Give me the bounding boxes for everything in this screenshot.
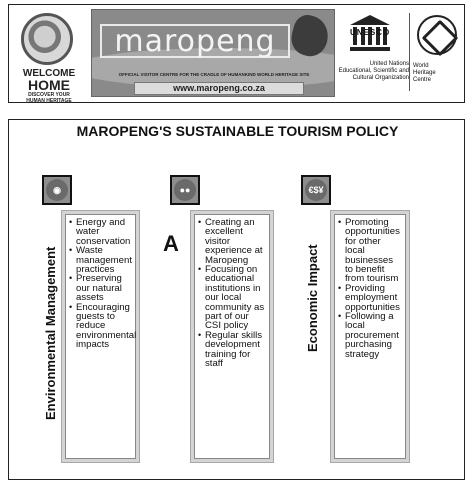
world-heritage-logo (413, 9, 463, 97)
unesco-line-1: United Nations (369, 61, 409, 67)
unesco-temple-icon (350, 15, 390, 55)
header-banner (8, 4, 465, 103)
list-item: • Preserving our natural assets (68, 274, 133, 302)
economic-impact-label: Economic Impact (305, 244, 320, 352)
environmental-card (65, 214, 136, 459)
whc-name (413, 63, 463, 84)
unesco-name (335, 61, 409, 82)
world-heritage-emblem-icon (417, 15, 457, 55)
maropeng-logo-panel (91, 9, 335, 97)
circle-emblem-icon (21, 13, 73, 65)
home-word: HOME (28, 77, 70, 93)
list-item: • Focusing on educational institutions in our local community as part of our CSI policy (197, 265, 267, 331)
economic-card (334, 214, 406, 459)
people-icon: ●● (170, 175, 200, 205)
divider (409, 13, 410, 91)
globe-icon: ◉ (42, 175, 72, 205)
list-item: • Energy and water conservation (68, 218, 133, 246)
discover-line: DISCOVER YOUR (28, 92, 70, 98)
list-item: • Waste management practices (68, 246, 133, 274)
whc-line-1: World (413, 63, 429, 69)
welcome-home-logo (13, 9, 85, 104)
welcome-word: WELCOME (22, 68, 76, 79)
currency-icon (301, 175, 331, 205)
currency-symbols: €$¥ (305, 179, 327, 201)
list-item: • Promoting opportunities for other local businesses to benefit from tourism (337, 218, 403, 284)
unesco-logo (338, 9, 409, 97)
unesco-line-2: Educational, Scientific and (338, 68, 409, 74)
list-item: • Following a local procurement purchasing strategy (337, 312, 403, 359)
maropeng-brand: maropeng (100, 24, 290, 58)
social-card (194, 214, 270, 459)
welcome-home-text (13, 69, 85, 104)
website-url[interactable]: www.maropeng.co.za (134, 82, 304, 95)
policy-title: MAROPENG'S SUSTAINABLE TOURISM POLICY (76, 123, 399, 139)
whc-line-2: Heritage (413, 70, 436, 76)
list-item: • Creating an excellent visitor experience at Maropeng (197, 218, 267, 265)
unesco-line-3: Cultural Organization (352, 75, 409, 81)
policy-panel (8, 119, 465, 480)
marker-letter-a: A (163, 231, 179, 256)
list-item: • Encouraging guests to reduce environmental impacts (68, 303, 133, 350)
list-item: • Regular skills development training for staff (197, 331, 267, 369)
list-item: • Providing employment opportunities (337, 284, 403, 312)
official-visitor-centre-text: OFFICIAL VISITOR CENTRE FOR THE CRADLE OF HUMANKIND WORLD HERITAGE SITE (118, 72, 310, 77)
unesco-word: UNESCO (350, 28, 391, 37)
whc-line-3: Centre (413, 77, 432, 83)
heritage-line: HUMAN HERITAGE (26, 98, 72, 104)
environmental-management-label: Environmental Management (43, 246, 58, 420)
